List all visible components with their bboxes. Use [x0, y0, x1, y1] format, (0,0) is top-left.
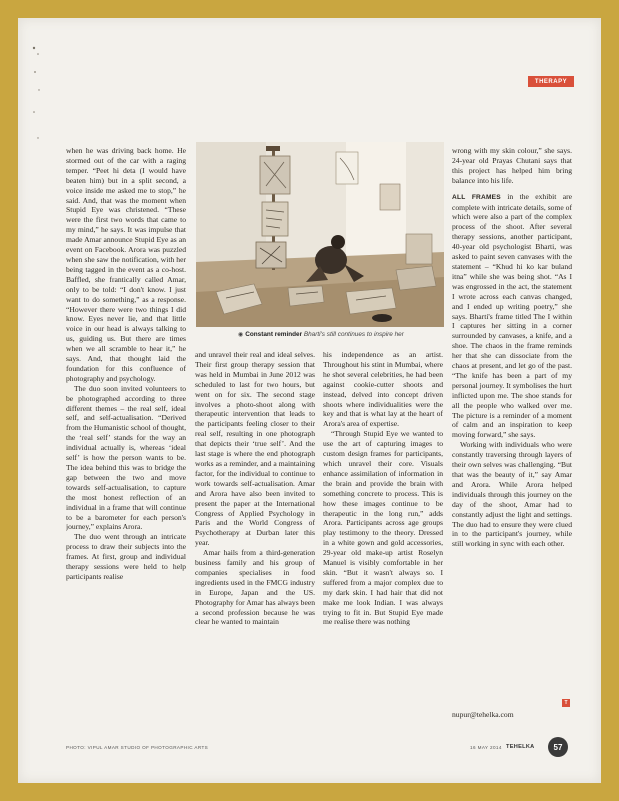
paragraph: when he was driving back home. He stormed out of the car with a raging temper. “Peet hi deta (I would have beaten him) but in a split second, a voice inside me asked me to stop,” he said. And, that was the moment when Stupid Eye was christened. “These were the first two words that came to my mind,” he says. It was impulse that made Amar announce Stupid Eye as an event on Facebook. Arora was puzzled when she saw the notification, with her being tagged in the event as a co-host. Baffled, she frantically called Amar, only to be told: “I don't know. I just want to do something,” as a response. “However there were two things I did know. Eyes never lie, and that little voice in our head is always talking to us, guiding us. But there are times when we all scramble to hear it,” he says. And, that thought laid the foundation for this confluence of photography and psychology. [66, 146, 186, 383]
article-photo [196, 142, 444, 327]
binder-specks [30, 42, 44, 162]
photo-caption [238, 330, 448, 340]
section-tag: THERAPY [528, 76, 574, 87]
paragraph: wrong with my skin colour,” she says. 24-year old Prayas Chutani says that this project has helped him bring balance into his life. [452, 146, 572, 185]
photo-credit: PHOTO: VIPUL AMAR STUDIO OF PHOTOGRAPHIC ARTS [66, 745, 209, 750]
paragraph: Working with individuals who were constantly traversing through layers of their own selves was challenging. “But that was the beauty of it,” say Amar and Arora. While Arora helped individuals through this journey on the day of the shoot, Amar had to constantly adjust the light and settings. The duo had to ensure they were clued in to the participant's journey, while still working in sync with each other. [452, 440, 572, 549]
studio-scene-illustration [196, 142, 444, 327]
paragraph: Amar hails from a third-generation business family and his group of companies specialises in food ingredients used in the FMCG industry in Europe, Japan and the US. Photography for Amar has always been a second profession because he was clear he wanted to maintain [195, 548, 315, 627]
end-of-article-mark: T [562, 699, 570, 707]
lead-in: ALL FRAMES [452, 193, 501, 201]
article-column-4 [452, 146, 572, 708]
article-column-2 [195, 350, 315, 712]
article-column-3 [323, 350, 443, 712]
author-email: nupur@tehelka.com [452, 710, 514, 719]
article-column-1 [66, 146, 186, 708]
magazine-name: TEHELKA [506, 744, 535, 750]
page-number: 57 [548, 737, 568, 757]
paragraph: “Through Stupid Eye we wanted to use the art of capturing images to custom design frames for participants, which unravel their core. Visuals enhance assimilation of information in the brain and provide the brain with something concrete to process. This is how these images continue to be therapeutic in the long run,” adds Arora. Participants across age groups play testimony to the theory. Dressed in a white gown and gold accessories, 29-year old make-up artist Roselyn Manuel is visibly comfortable in her skin. “But it wasn't always so. I suffered from a major complex due to my dark skin. I had hair that did not make me look Indian. I was always trying to fit in. But Stupid Eye made me realise there was nothing [323, 429, 443, 627]
paragraph: The duo soon invited volunteers to be photographed according to three different themes – the real self, ideal self, and self-actualisation. “Derived from the Humanistic school of thought, the ‘real self’ stands for the way an individual actually is, whereas ‘ideal self’ is how the person wants to be. The idea behind this was to bridge the gap between the two and move towards self-actualisation, to capture the most honest reflection of an individual in a frame that will continue to be a barometer for each person's journey,” explains Arora. [66, 383, 186, 532]
paragraph: his independence as an artist. Throughout his stint in Mumbai, where he shot several celebrities, he had been against cookie-cutter shoots and instead, delved into concept driven shoots where individualities were the key and that is what lay at the heart of Arora's area of expertise. [323, 350, 443, 429]
paragraph: The duo went through an intricate process to draw their subjects into the frames. At first, group and individual therapy sessions were held to help participants realise [66, 532, 186, 581]
issue-date: 16 MAY 2014 [470, 745, 502, 750]
caption-text: Bharti's still continues to inspire her [303, 331, 404, 338]
paragraph: and unravel their real and ideal selves. Their first group therapy session that was held in Mumbai in June 2012 was scheduled to last for two hours, but went on for six. The second stage involves a photo-shoot along with therapeutic intervention that leads to the participants feeling closer to their real self, resulting in one photograph that depicts their ‘true self’. And the last stage is where the end photograph works as a reminder, and a maintaining factor, for the individual to continue to work towards self-actualisation. Amar and Arora have also been invited to present the paper at the International Congress of Applied Psychology in Paris and the World Congress of Psychotherapy at Durban later this year. [195, 350, 315, 548]
paragraph-with-lead [452, 192, 572, 441]
magazine-page [18, 18, 601, 783]
paragraph-text: in the exhibit are complete with intricate details, some of which were also a part of the complex process of the shoot. After several therapy sessions, another participant, 40-year old psychologist Bharti, was asked to paint seven canvases with the statement – “Khud hi ko kar buland itna” while she was being shot. “As I was engrossed in the act, the statement I wrote across each canvas changed, and I ended up writing poetry,” she says. Bharti's frame titled The I within I captures her sitting in a corner surrounded by canvases, a knife, and a shoe. The chaos in the frame reminds her that she can dissociate from the chaos at present, and let go of the past. “The knife has been a part of my personal journey. It symbolises the hurt inflicted upon me. The shoe stands for all the people who walked over me. The picture is a reminder of a moment of calm and an inspiration to keep moving forward,” she says. [452, 191, 572, 440]
caption-heading: Constant reminder [245, 331, 303, 338]
camera-icon: ◉ [238, 332, 244, 338]
